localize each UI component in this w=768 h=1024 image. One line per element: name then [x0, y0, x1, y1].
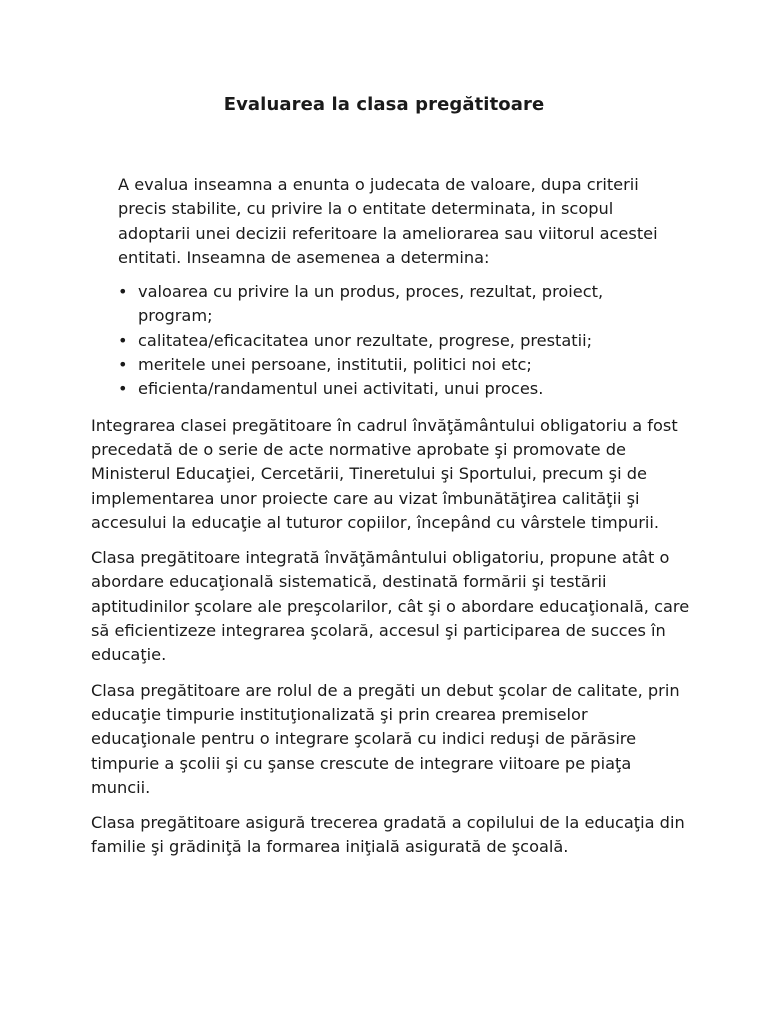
document-title: Evaluarea la clasa pregătitoare: [223, 94, 545, 115]
intro-paragraph: A evalua inseamna a enunta o judecata de valoare, dupa criterii precis stabilite, cu privire la o entitate determinata, in scopul adoptarii unei decizii referitoare la ameliorarea sau viitorul acestei entitati. Inseamna de asemenea a determina:: [118, 175, 658, 267]
document-body: [91, 173, 690, 871]
list-item: • valoarea cu privire la un produs, proces, rezultat, proiect, program;: [118, 280, 678, 329]
paragraph-approach: Clasa pregătitoare integrată învăţământului obligatoriu, propune atât o abordare educaţională sistematică, destinată formării şi testării aptitudinilor şcolare ale preşcolarilor, cât şi o abordare educaţională, care să eficientizeze integrarea şcolară, accesul şi participarea de succes în educaţie.: [91, 548, 690, 665]
list-item: • meritele unei persoane, institutii, politici noi etc;: [118, 353, 678, 377]
paragraph-integration: Integrarea clasei pregătitoare în cadrul învăţământului obligatoriu a fost precedată de o serie de acte normative aprobate şi promovate de Ministerul Educaţiei, Cercetării, Tineretului şi Sportului, precum şi de implementarea unor proiecte care au vizat îmbunătăţirea calităţii şi accesului la educaţie al tuturor copiilor, începând cu vârstele timpurii.: [91, 415, 678, 532]
list-item: • calitatea/eficacitatea unor rezultate, progrese, prestatii;: [118, 329, 678, 353]
list-item: • eficienta/randamentul unei activitati, unui proces.: [118, 377, 678, 401]
criteria-list: [118, 280, 678, 401]
paragraph-transition: Clasa pregătitoare asigură trecerea gradată a copilului de la educaţia din familie şi grădiniţă la formarea iniţială asigurată de şcoală.: [91, 813, 685, 857]
paragraph-role: Clasa pregătitoare are rolul de a pregăti un debut şcolar de calitate, prin educaţie timpurie instituţionalizată şi prin crearea premiselor educaţionale pentru o integrare şcolară cu indici reduşi de părăsire timpurie a şcolii şi cu şanse crescute de integrare viitoare pe piaţa muncii.: [91, 680, 680, 797]
